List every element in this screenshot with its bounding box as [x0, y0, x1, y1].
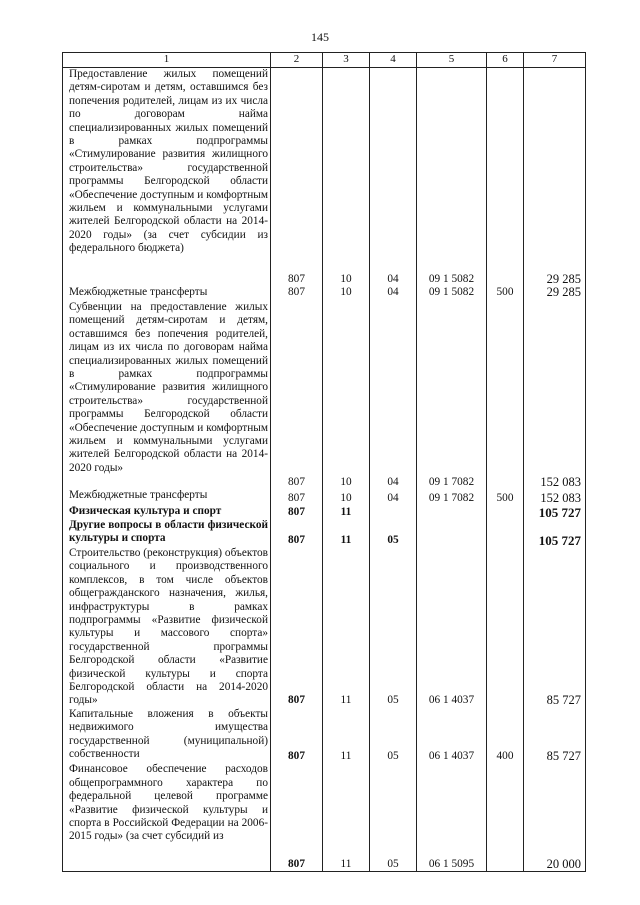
row-section: 11: [323, 505, 370, 519]
row-target-article: [417, 519, 487, 547]
row-target-article: 06 1 5095: [417, 763, 487, 872]
row-subsection: 04: [370, 301, 417, 489]
row-description: Межбюджетные трансферты: [63, 489, 271, 505]
row-target-article: 06 1 4037: [417, 547, 487, 708]
row-subsection: 05: [370, 708, 417, 763]
row-description: Другие вопросы в области физической культуры и спорта: [63, 519, 271, 547]
row-admin-code: 807: [271, 708, 323, 763]
row-subsection: 04: [370, 286, 417, 301]
row-description: Физическая культура и спорт: [63, 505, 271, 519]
row-expense-type: 500: [487, 286, 524, 301]
column-header: 6: [487, 53, 524, 68]
row-expense-type: [487, 301, 524, 489]
row-admin-code: 807: [271, 286, 323, 301]
column-header: 4: [370, 53, 417, 68]
row-amount: 85 727: [524, 708, 586, 763]
row-expense-type: [487, 519, 524, 547]
table-row: [63, 519, 586, 547]
row-subsection: [370, 505, 417, 519]
row-expense-type: [487, 505, 524, 519]
row-description: Предоставление жилых помещений детям-сиротам и детям, оставшимся без попечения родителей, лицам из их числа по договорам найма специализированных жилых помещений в рамках подпрограммы «Стимулирование развития жилищного строительства» государственной программы Белгородской области «Обеспечение доступным и комфортным жильем и коммунальными услугами жителей Белгородской области на 2014-2020 годы» (за счет субсидии из федерального бюджета): [63, 68, 271, 287]
row-admin-code: 807: [271, 505, 323, 519]
row-section: 11: [323, 519, 370, 547]
row-subsection: 05: [370, 763, 417, 872]
row-description: Капитальные вложения в объекты недвижимого имущества государственной (муниципальной) собственности: [63, 708, 271, 763]
row-section: 11: [323, 708, 370, 763]
row-description: Межбюджетные трансферты: [63, 286, 271, 301]
row-admin-code: 807: [271, 763, 323, 872]
table-row: [63, 286, 586, 301]
row-target-article: 06 1 4037: [417, 708, 487, 763]
row-amount: 85 727: [524, 547, 586, 708]
column-header: 3: [323, 53, 370, 68]
row-target-article: 09 1 7082: [417, 301, 487, 489]
row-amount: 20 000: [524, 763, 586, 872]
row-amount: 105 727: [524, 505, 586, 519]
row-admin-code: 807: [271, 519, 323, 547]
row-expense-type: [487, 547, 524, 708]
row-subsection: 04: [370, 68, 417, 287]
table-row: [63, 547, 586, 708]
row-amount: 105 727: [524, 519, 586, 547]
row-target-article: 09 1 7082: [417, 489, 487, 505]
page-number: 145: [311, 30, 329, 44]
row-section: 11: [323, 763, 370, 872]
row-expense-type: 400: [487, 708, 524, 763]
row-expense-type: 500: [487, 489, 524, 505]
column-header: 5: [417, 53, 487, 68]
row-admin-code: 807: [271, 301, 323, 489]
row-subsection: 05: [370, 547, 417, 708]
row-description: Строительство (реконструкция) объектов социального и производственного комплексов, в том числе объектов общегражданского назначения, жилья, инфраструктуры в рамках подпрограммы «Развитие физической культуры и массового спорта» государственной программы Белгородской области «Развитие физической культуры и спорта Белгородской области на 2014-2020 годы»: [63, 547, 271, 708]
column-header: 1: [63, 53, 271, 68]
row-amount: 152 083: [524, 489, 586, 505]
column-header: 7: [524, 53, 586, 68]
table-row: [63, 489, 586, 505]
row-admin-code: 807: [271, 489, 323, 505]
row-description: Субвенции на предоставление жилых помещений детям-сиротам и детям, оставшимся без попечения родителей, лицам из их числа по договорам найма специализированных жилых помещений в рамках подпрограммы «Стимулирование развития жилищного строительства» государственной программы Белгородской области «Обеспечение доступным и комфортным жильем и коммунальными услугами жителей Белгородской области на 2014-2020 годы»: [63, 301, 271, 489]
table-row: [63, 763, 586, 872]
row-subsection: 05: [370, 519, 417, 547]
row-target-article: 09 1 5082: [417, 286, 487, 301]
row-expense-type: [487, 68, 524, 287]
table-row: [63, 68, 586, 287]
row-section: 10: [323, 286, 370, 301]
row-target-article: 09 1 5082: [417, 68, 487, 287]
table-header-row: [63, 53, 586, 68]
table-row: [63, 708, 586, 763]
row-expense-type: [487, 763, 524, 872]
row-admin-code: 807: [271, 547, 323, 708]
row-admin-code: 807: [271, 68, 323, 287]
row-section: 10: [323, 489, 370, 505]
table-row: [63, 505, 586, 519]
row-target-article: [417, 505, 487, 519]
row-section: 10: [323, 68, 370, 287]
budget-table: [62, 52, 586, 872]
column-header: 2: [271, 53, 323, 68]
row-subsection: 04: [370, 489, 417, 505]
row-amount: 152 083: [524, 301, 586, 489]
row-amount: 29 285: [524, 286, 586, 301]
row-section: 10: [323, 301, 370, 489]
table-row: [63, 301, 586, 489]
row-amount: 29 285: [524, 68, 586, 287]
row-section: 11: [323, 547, 370, 708]
row-description: Финансовое обеспечение расходов общепрограммного характера по федеральной целевой программе «Развитие физической культуры и спорта в Российской Федерации на 2006-2015 годы» (за счет субсидий из: [63, 763, 271, 872]
